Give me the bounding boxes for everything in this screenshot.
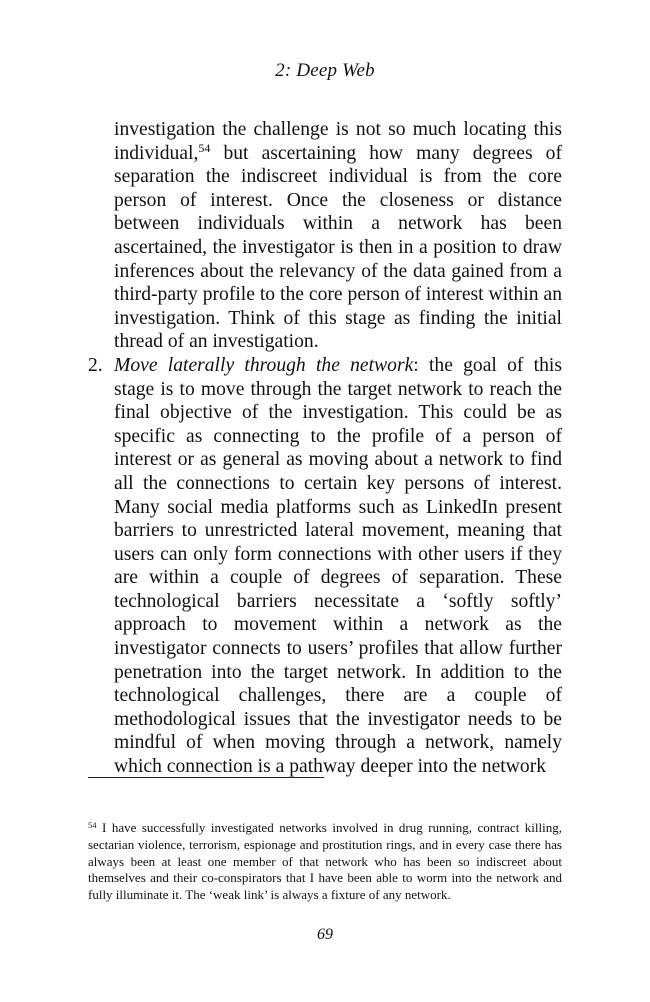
list-item-number: 2. [88,354,103,376]
footnote-marker: 54 [88,820,97,830]
list-item-title: Move laterally through the network [114,354,414,376]
paragraph-text-before-ref: investigation the challenge is not so much locating this individual, [114,119,562,164]
list-item-2 [88,354,562,779]
running-head: 2: Deep Web [275,60,375,81]
footnote-divider [88,777,324,778]
continued-paragraph [88,118,562,354]
paragraph-text-after-ref: but ascertaining how many degrees of separation the indiscreet individual is from the core person of interest. Once the closeness or distance between individuals within a network has been ascertained, the investigator is then in a position to draw inferences about the relevancy of the data gained from a third-party profile to the core person of interest within an investigation. Think of this stage as finding the initial thread of an investigation. [114,142,562,353]
footnote-reference[interactable]: 54 [198,140,211,155]
list-item-text: : the goal of this stage is to move through the target network to reach the final objective of the investigation. This could be as specific as connecting to the profile of a person of interest or as general as moving about a network to find all the connections to certain key persons of interest. Many social media platforms such as LinkedIn present barriers to unrestricted lateral movement, meaning that users can only form connections with other users if they are within a couple of degrees of separation. These technological barriers necessitate a ‘softly softly’ approach to movement within a network as the investigator connects to users’ profiles that allow further penetration into the target network. In addition to the technological challenges, there are a couple of methodological issues that the investigator needs to be mindful of when moving through a network, namely which connection is a pathway deeper into the network [114,354,562,778]
page-number: 69 [317,926,333,943]
body-text [88,118,562,779]
footnote-text: I have successfully investigated networks involved in drug running, contract killing, sectarian violence, terrorism, espionage and prostitution rings, and in every case there has always been at least one member of that network who has been so indiscreet about themselves and their co-conspirators that I have been able to worm into the network and fully illuminate it. The ‘weak link’ is always a fixture of any network. [88,820,562,903]
footnote [88,820,562,904]
